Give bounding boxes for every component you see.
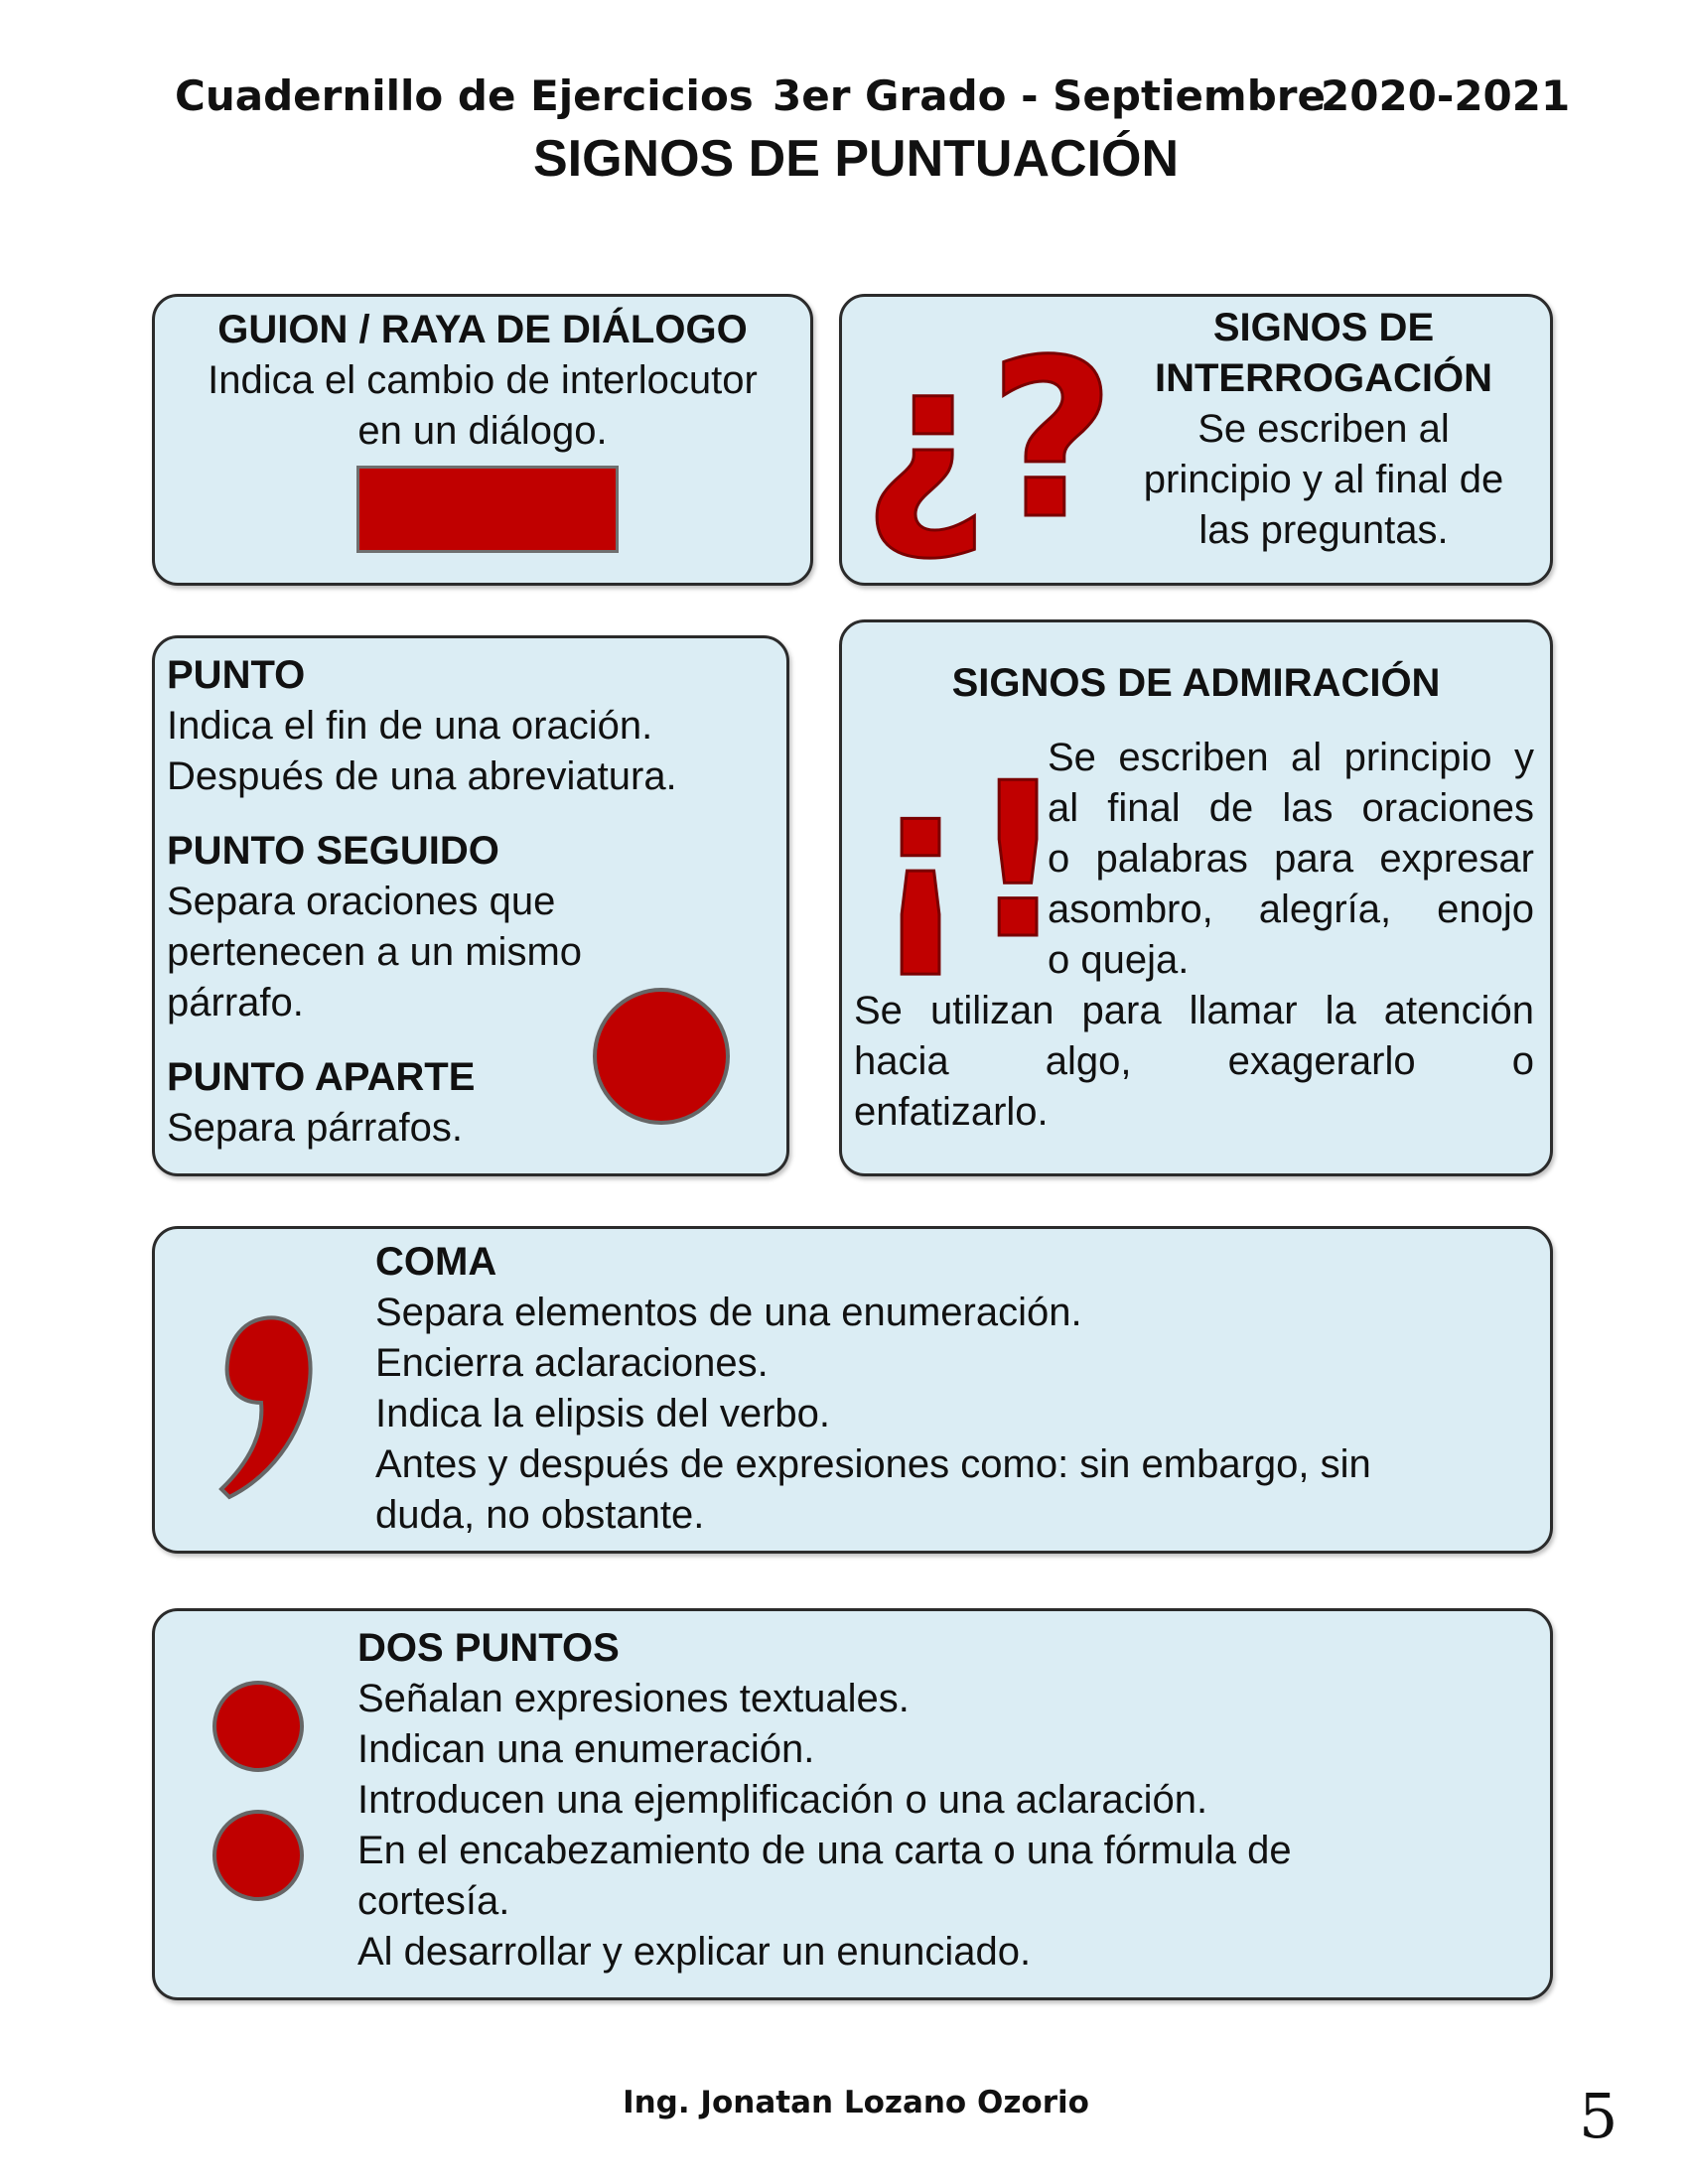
punto-seguido-line-2: pertenecen a un mismo <box>167 930 583 974</box>
page-title: SIGNOS DE PUNTUACIÓN <box>532 130 1180 188</box>
dos-puntos-line-1: Señalan expresiones textuales. <box>357 1677 910 1720</box>
dos-puntos-line-2: Indican una enumeración. <box>357 1727 815 1771</box>
interrogacion-heading-2: INTERROGACIÓN <box>1155 356 1492 400</box>
admiracion-bottom-line-2: hacia algo, exagerarlo o <box>854 1039 1534 1083</box>
interrogacion-card <box>839 294 1553 586</box>
question-marks-glyph: ¿? <box>862 313 1116 567</box>
admiracion-card <box>839 619 1553 1176</box>
guion-line-1: Indica el cambio de interlocutor <box>208 358 758 402</box>
coma-card <box>152 1226 1553 1554</box>
coma-line-4: Antes y después de expresiones como: sin embargo, sin <box>375 1442 1371 1486</box>
admiracion-heading: SIGNOS DE ADMIRACIÓN <box>951 661 1441 705</box>
dos-puntos-line-5: cortesía. <box>357 1879 510 1923</box>
punto-seguido-line-3: párrafo. <box>167 981 304 1024</box>
header-right: 2020-2021 <box>1321 71 1571 120</box>
dos-puntos-card <box>152 1608 1553 2000</box>
dos-puntos-line-3: Introducen una ejemplificación o una aclaración. <box>357 1778 1208 1822</box>
comma-shape <box>221 1317 311 1497</box>
footer-author: Ing. Jonatan Lozano Ozorio <box>623 2085 1089 2120</box>
colon-bottom-dot-icon <box>212 1810 304 1901</box>
coma-line-5: duda, no obstante. <box>375 1493 705 1537</box>
punto-heading: PUNTO <box>167 653 306 697</box>
colon-top-dot-icon <box>212 1681 304 1772</box>
dos-puntos-heading: DOS PUNTOS <box>357 1626 620 1670</box>
interrogacion-line-2: principio y al final de <box>1143 458 1504 501</box>
admiracion-line-1: Se escriben al principio y <box>1048 736 1534 779</box>
punto-card <box>152 635 789 1176</box>
period-dot-icon <box>593 988 730 1125</box>
guion-heading: GUION / RAYA DE DIÁLOGO <box>217 308 748 351</box>
interrogacion-line-1: Se escriben al <box>1197 407 1450 451</box>
admiracion-line-3: o palabras para expresar <box>1048 837 1534 881</box>
interrogacion-line-3: las preguntas. <box>1198 508 1449 552</box>
admiracion-line-5: o queja. <box>1048 938 1190 982</box>
question-marks-icon <box>862 313 1116 567</box>
admiracion-line-2: al final de las oraciones <box>1048 786 1534 830</box>
comma-icon <box>210 1308 329 1527</box>
page-number: 5 <box>1579 2080 1618 2152</box>
exclamation-marks-icon <box>872 737 1067 986</box>
interrogacion-heading-1: SIGNOS DE <box>1212 306 1435 349</box>
exclamation-marks-glyph: ¡! <box>872 737 1067 986</box>
guion-card <box>152 294 813 586</box>
punto-line-1: Indica el fin de una oración. <box>167 704 653 748</box>
punto-aparte-heading: PUNTO APARTE <box>167 1055 476 1099</box>
punto-line-2: Después de una abreviatura. <box>167 754 677 798</box>
dos-puntos-line-4: En el encabezamiento de una carta o una fórmula de <box>357 1829 1292 1872</box>
admiracion-line-4: asombro, alegría, enojo <box>1048 887 1534 931</box>
punto-seguido-heading: PUNTO SEGUIDO <box>167 829 499 873</box>
coma-heading: COMA <box>375 1240 497 1284</box>
coma-line-3: Indica la elipsis del verbo. <box>375 1392 831 1435</box>
coma-line-2: Encierra aclaraciones. <box>375 1341 769 1385</box>
coma-line-1: Separa elementos de una enumeración. <box>375 1291 1082 1334</box>
admiracion-bottom-line-3: enfatizarlo. <box>854 1090 1049 1134</box>
admiracion-bottom-line-1: Se utilizan para llamar la atención <box>854 989 1534 1032</box>
dos-puntos-line-6: Al desarrollar y explicar un enunciado. <box>357 1930 1032 1974</box>
dash-symbol-icon <box>356 466 619 553</box>
punto-seguido-line-1: Separa oraciones que <box>167 880 556 923</box>
guion-line-2: en un diálogo. <box>357 409 608 453</box>
punto-aparte-text: Separa párrafos. <box>167 1106 463 1150</box>
header-left: Cuadernillo de Ejercicios <box>175 71 754 120</box>
header-center: 3er Grado - Septiembre <box>773 71 1326 120</box>
